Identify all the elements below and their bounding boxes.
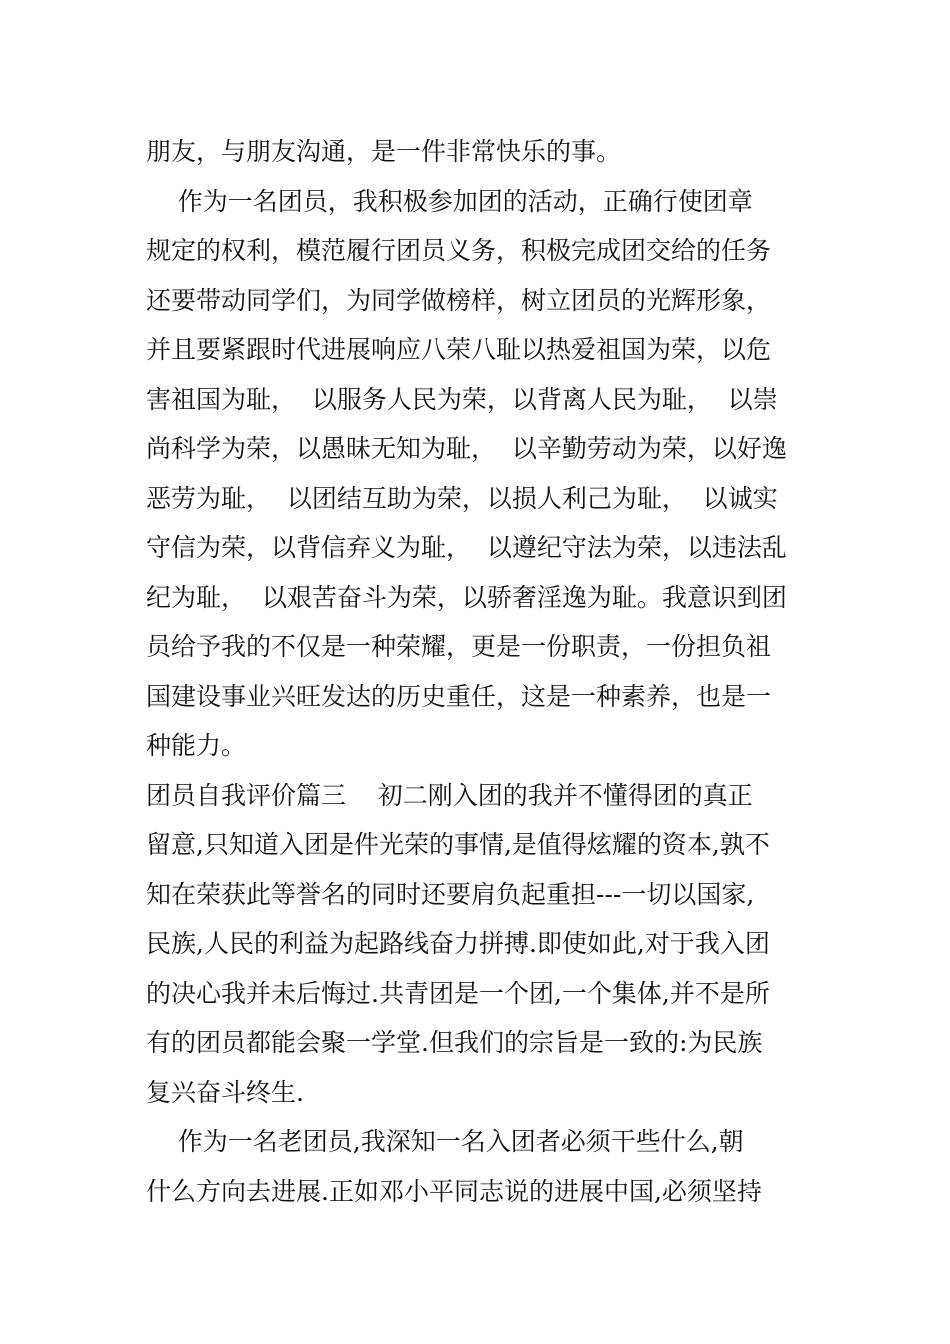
text-line: 民族,人民的利益为起路线奋力拼搏.即使如此,对于我入团 — [146, 929, 770, 958]
text-line: 国建设事业兴旺发达的历史重任，这是一种素养，也是一 — [146, 681, 772, 711]
text-line: 还要带动同学们，为同学做榜样，树立团员的光辉形象， — [146, 285, 772, 315]
text-line: 作为一名老团员,我深知一名入团者必须干些什么,朝 — [146, 1127, 744, 1156]
text-line: 作为一名团员，我积极参加团的活动，正确行使团章 — [146, 186, 753, 216]
text-line: 害祖国为耻， 以服务人民为荣，以背离人民为耻， 以崇 — [146, 384, 778, 414]
text-line: 种能力。 — [146, 731, 247, 760]
body-text — [146, 127, 808, 1216]
text-line: 规定的权利，模范履行团员义务，积极完成团交给的任务 — [146, 236, 772, 265]
text-line: 有的团员都能会聚一学堂.但我们的宗旨是一致的:为民族 — [146, 1028, 763, 1057]
text-line: 的决心我并未后悔过.共青团是一个团,一个集体,并不是所 — [146, 978, 770, 1008]
text-line: 守信为荣，以背信弃义为耻， 以遵纪守法为荣，以违法乱 — [146, 533, 787, 562]
text-line: 恶劳为耻， 以团结互助为荣，以损人利己为耻， 以诚实 — [146, 483, 778, 513]
text-line: 朋友，与朋友沟通，是一件非常快乐的事。 — [146, 137, 622, 166]
text-line: 员给予我的不仅是一种荣耀，更是一份职责，一份担负祖 — [146, 632, 772, 661]
text-line: 留意,只知道入团是件光荣的事情,是值得炫耀的资本,孰不 — [146, 830, 770, 859]
text-line: 复兴奋斗终生. — [146, 1077, 304, 1107]
text-line: 并且要紧跟时代进展响应八荣八耻以热爱祖国为荣，以危 — [146, 335, 772, 364]
text-line: 知在荣获此等誉名的同时还要肩负起重担---一切以国家, — [146, 879, 755, 909]
text-line: 纪为耻， 以艰苦奋斗为荣，以骄奢淫逸为耻。我意识到团 — [146, 582, 787, 612]
section-heading-line: 团员自我评价篇三 初二刚入团的我并不懂得团的真正 — [146, 780, 753, 810]
text-line: 尚科学为荣，以愚昧无知为耻， 以辛勤劳动为荣，以好逸 — [146, 434, 787, 463]
text-line: 什么方向去进展.正如邓小平同志说的进展中国,必须坚持 — [146, 1176, 762, 1206]
